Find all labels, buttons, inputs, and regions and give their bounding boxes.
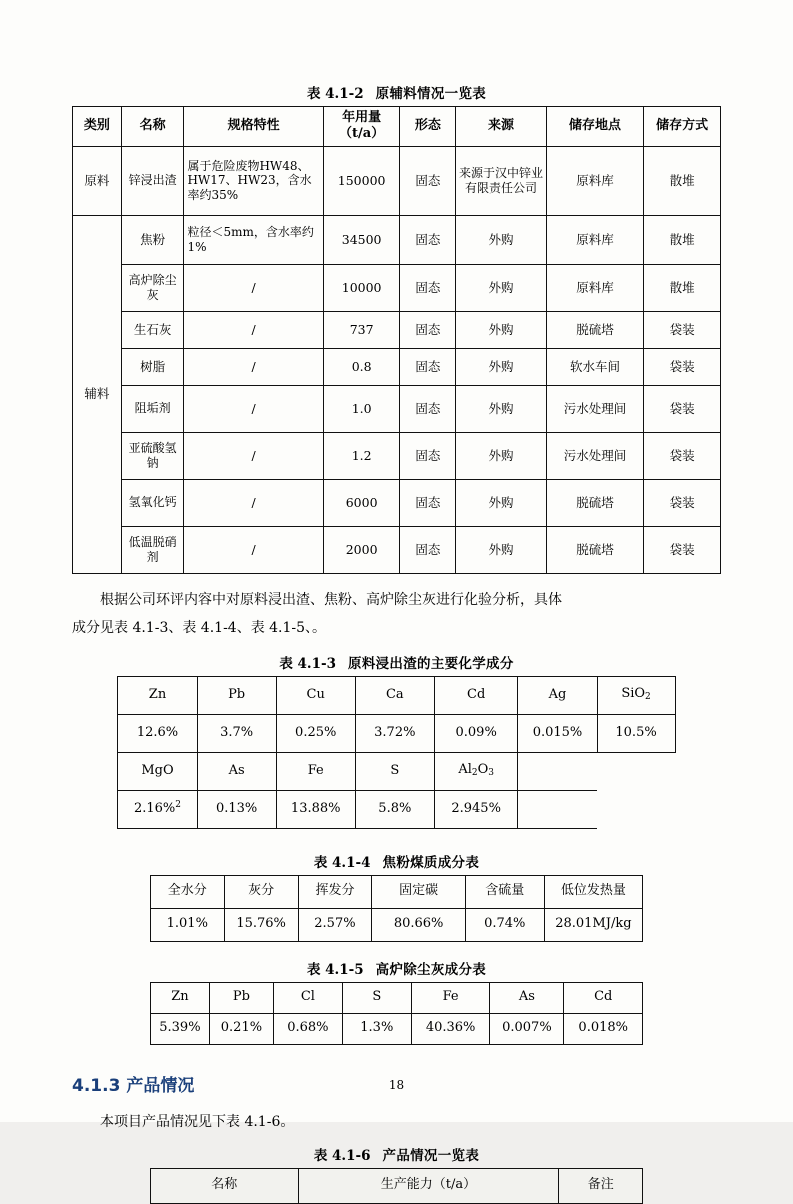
table-row — [73, 311, 721, 348]
cell-form: 固态 — [400, 146, 456, 215]
subscript-2: 2 — [471, 768, 478, 779]
table-412-caption — [72, 82, 721, 102]
cell-storage-place: 脱硫塔 — [546, 526, 644, 573]
cell-source: 外购 — [456, 311, 547, 348]
table-412-caption-number: 表 4.1-2 — [306, 86, 364, 102]
cell-storage-place: 软水车间 — [546, 348, 644, 385]
cell-form: 固态 — [400, 479, 456, 526]
cell-empty — [597, 790, 675, 828]
cell-form: 固态 — [400, 311, 456, 348]
cell-form: 固态 — [400, 526, 456, 573]
cell-category: 辅料 — [73, 215, 122, 573]
cell-source: 外购 — [456, 215, 547, 264]
col-header-lower-heating-value: 低位发热量 — [544, 875, 642, 908]
cell-amount: 0.8 — [323, 348, 400, 385]
cell-storage-place: 原料库 — [546, 215, 644, 264]
cell-empty — [518, 790, 597, 828]
cell-form: 固态 — [400, 348, 456, 385]
page-number: 18 — [388, 1078, 405, 1092]
cell-value: 12.6% — [118, 714, 197, 752]
cell-value: 80.66% — [372, 908, 466, 941]
cell-name: 焦粉 — [121, 215, 184, 264]
table-414-caption — [72, 851, 721, 871]
cell-form: 固态 — [400, 215, 456, 264]
cell-amount: 2000 — [323, 526, 400, 573]
cell-spec: 粒径＜5mm，含水率约1% — [184, 215, 323, 264]
cell-value: 0.09% — [434, 714, 518, 752]
cell-value: 3.7% — [197, 714, 276, 752]
table-414-caption-number: 表 4.1-4 — [313, 854, 371, 871]
table-row — [73, 146, 721, 215]
cell-storage-place: 原料库 — [546, 146, 644, 215]
table-416-caption — [72, 1144, 721, 1164]
col-header-amount-line1: 年用量 — [342, 110, 382, 125]
cell-value: 0.68% — [273, 1013, 342, 1044]
table-415-caption — [72, 958, 721, 978]
col-header-s: S — [342, 982, 411, 1013]
col-header-fe: Fe — [411, 982, 490, 1013]
table-raw-materials — [72, 106, 721, 574]
table-row — [118, 790, 675, 828]
cell-category: 原料 — [73, 146, 122, 215]
cell-name: 氢氧化钙 — [121, 479, 184, 526]
cell-value: 5.39% — [150, 1013, 209, 1044]
cell-storage-place: 脱硫塔 — [546, 311, 644, 348]
cell-source: 外购 — [456, 385, 547, 432]
col-header-s: S — [355, 752, 434, 790]
table-414-caption-text: 焦粉煤质成分表 — [382, 854, 480, 871]
col-header-capacity: 生产能力（t/a） — [298, 1168, 559, 1203]
cell-amount: 737 — [323, 311, 400, 348]
table-413-caption-text: 原料浸出渣的主要化学成分 — [348, 655, 514, 672]
cell-source: 外购 — [456, 526, 547, 573]
cell-value: 15.76% — [224, 908, 298, 941]
table-row — [73, 348, 721, 385]
col-header-spec: 规格特性 — [184, 107, 323, 147]
table-row — [73, 264, 721, 311]
table-412-caption-text: 原辅料情况一览表 — [375, 86, 487, 102]
cell-value: 2.945% — [434, 790, 518, 828]
cell-spec: / — [184, 432, 323, 479]
col-header-zn: Zn — [150, 982, 209, 1013]
cell-name: 树脂 — [121, 348, 184, 385]
col-header-source: 来源 — [456, 107, 547, 147]
paragraph-product-intro: 本项目产品情况见下表 4.1-6。 — [100, 1113, 295, 1130]
cell-value: 3.72% — [355, 714, 434, 752]
cell-amount: 10000 — [323, 264, 400, 311]
cell-storage-mode: 散堆 — [644, 146, 721, 215]
cell-name: 锌浸出渣 — [121, 146, 184, 215]
cell-value: 13.88% — [276, 790, 355, 828]
col-header-ash: 灰分 — [224, 875, 298, 908]
cell-spec: 属于危险废物HW48、HW17、HW23，含水率约35% — [184, 146, 323, 215]
col-header-remark: 备注 — [559, 1168, 643, 1203]
table-row — [150, 908, 642, 941]
col-header-fixed-carbon: 固定碳 — [372, 875, 466, 908]
paragraph-analysis-line2: 成分见表 4.1-3、表 4.1-4、表 4.1-5、。 — [72, 619, 327, 636]
col-header-pb: Pb — [209, 982, 273, 1013]
cell-value: 10.5% — [597, 714, 675, 752]
paragraph-analysis-line1: 根据公司环评内容中对原料浸出渣、焦粉、高炉除尘灰进行化验分析，具体 — [100, 591, 562, 608]
cell-value-text: 2.16% — [133, 801, 176, 817]
cell-value — [118, 790, 197, 828]
table-413-caption — [72, 652, 721, 672]
cell-source: 来源于汉中锌业有限责任公司 — [456, 146, 547, 215]
col-header-name: 名称 — [121, 107, 184, 147]
table-416-caption-number: 表 4.1-6 — [313, 1147, 371, 1164]
col-header-mgo: MgO — [118, 752, 197, 790]
cell-name: 低温脱硝剂 — [121, 526, 184, 573]
col-header-volatile: 挥发分 — [298, 875, 372, 908]
col-header-al2o3: $Al_2O_3$ — [434, 752, 518, 790]
cell-value: 0.25% — [276, 714, 355, 752]
col-header-pb: Pb — [197, 676, 276, 714]
cell-storage-mode: 袋装 — [644, 479, 721, 526]
table-coke-powder-quality — [150, 875, 643, 942]
cell-storage-place: 原料库 — [546, 264, 644, 311]
col-header-as: As — [197, 752, 276, 790]
col-header-cu: Cu — [276, 676, 355, 714]
table-row — [73, 215, 721, 264]
cell-form: 固态 — [400, 432, 456, 479]
table-leach-residue-composition — [117, 676, 675, 829]
table-row — [73, 385, 721, 432]
cell-name: 亚硫酸氢钠 — [121, 432, 184, 479]
col-header-ca: Ca — [355, 676, 434, 714]
cell-spec: / — [184, 385, 323, 432]
table-header-row — [150, 982, 642, 1013]
table-row — [73, 432, 721, 479]
cell-value: 5.8% — [355, 790, 434, 828]
cell-storage-place: 污水处理间 — [546, 385, 644, 432]
table-row — [118, 714, 675, 752]
cell-value: 2.57% — [298, 908, 372, 941]
cell-value: 0.015% — [518, 714, 597, 752]
col-header-name: 名称 — [150, 1168, 298, 1203]
cell-amount: 6000 — [323, 479, 400, 526]
col-header-fe: Fe — [276, 752, 355, 790]
cell-spec: / — [184, 479, 323, 526]
cell-amount: 1.0 — [323, 385, 400, 432]
table-415-caption-text: 高炉除尘灰成分表 — [375, 961, 487, 978]
page-content — [72, 0, 721, 1204]
cell-storage-mode: 散堆 — [644, 215, 721, 264]
cell-spec: / — [184, 348, 323, 385]
cell-name: 生石灰 — [121, 311, 184, 348]
col-header-as: As — [490, 982, 564, 1013]
cell-value: 28.01MJ/kg — [544, 908, 642, 941]
col-header-cd: Cd — [434, 676, 518, 714]
col-header-amount-line2: （t/a） — [339, 126, 385, 142]
cell-empty — [597, 752, 675, 790]
cell-source: 外购 — [456, 479, 547, 526]
cell-name: 高炉除尘灰 — [121, 264, 184, 311]
col-header-sio2: SiO$_2$ — [597, 676, 675, 714]
table-header-row — [73, 107, 721, 147]
cell-spec: / — [184, 311, 323, 348]
cell-value: 0.21% — [209, 1013, 273, 1044]
cell-value: 0.007% — [490, 1013, 564, 1044]
col-header-cd: Cd — [564, 982, 643, 1013]
col-header-storage-mode: 储存方式 — [644, 107, 721, 147]
cell-name: 阻垢剂 — [121, 385, 184, 432]
col-header-ag: Ag — [518, 676, 597, 714]
col-header-cl: Cl — [273, 982, 342, 1013]
cell-spec: / — [184, 264, 323, 311]
cell-amount: 34500 — [323, 215, 400, 264]
cell-value: 0.13% — [197, 790, 276, 828]
cell-value: 0.74% — [465, 908, 544, 941]
subscript-2: 2 — [645, 692, 651, 703]
col-header-zn: Zn — [118, 676, 197, 714]
cell-form: 固态 — [400, 264, 456, 311]
cell-value: 40.36% — [411, 1013, 490, 1044]
cell-storage-mode: 袋装 — [644, 385, 721, 432]
cell-storage-mode: 袋装 — [644, 311, 721, 348]
cell-source: 外购 — [456, 348, 547, 385]
col-header-form: 形态 — [400, 107, 456, 147]
cell-amount: 150000 — [323, 146, 400, 215]
col-header-storage-place: 储存地点 — [546, 107, 644, 147]
cell-value: 1.3% — [342, 1013, 411, 1044]
table-row — [73, 526, 721, 573]
subscript-3: 3 — [488, 768, 494, 779]
col-header-sulfur: 含硫量 — [465, 875, 544, 908]
superscript-2: 2 — [175, 800, 182, 811]
cell-source: 外购 — [456, 432, 547, 479]
cell-empty — [518, 752, 597, 790]
cell-storage-mode: 袋装 — [644, 348, 721, 385]
cell-amount: 1.2 — [323, 432, 400, 479]
cell-source: 外购 — [456, 264, 547, 311]
table-header-row — [150, 875, 642, 908]
col-header-category: 类别 — [73, 107, 122, 147]
table-row — [73, 479, 721, 526]
table-product-overview — [150, 1168, 643, 1204]
cell-storage-mode: 袋装 — [644, 526, 721, 573]
table-header-row — [118, 752, 675, 790]
cell-spec: / — [184, 526, 323, 573]
cell-value: 1.01% — [150, 908, 224, 941]
section-heading-413: 4.1.3 产品情况 — [72, 1075, 195, 1096]
cell-storage-mode: 袋装 — [644, 432, 721, 479]
table-413-caption-number: 表 4.1-3 — [279, 655, 337, 672]
table-blast-furnace-dust-composition — [150, 982, 643, 1045]
col-header-amount — [323, 107, 400, 147]
cell-value: 0.018% — [564, 1013, 643, 1044]
cell-form: 固态 — [400, 385, 456, 432]
table-415-caption-number: 表 4.1-5 — [306, 961, 364, 978]
cell-storage-mode: 散堆 — [644, 264, 721, 311]
col-header-total-moisture: 全水分 — [150, 875, 224, 908]
table-header-row — [150, 1168, 642, 1203]
table-row — [150, 1013, 642, 1044]
table-header-row — [118, 676, 675, 714]
cell-storage-place: 污水处理间 — [546, 432, 644, 479]
table-416-caption-text: 产品情况一览表 — [382, 1147, 480, 1164]
cell-storage-place: 脱硫塔 — [546, 479, 644, 526]
